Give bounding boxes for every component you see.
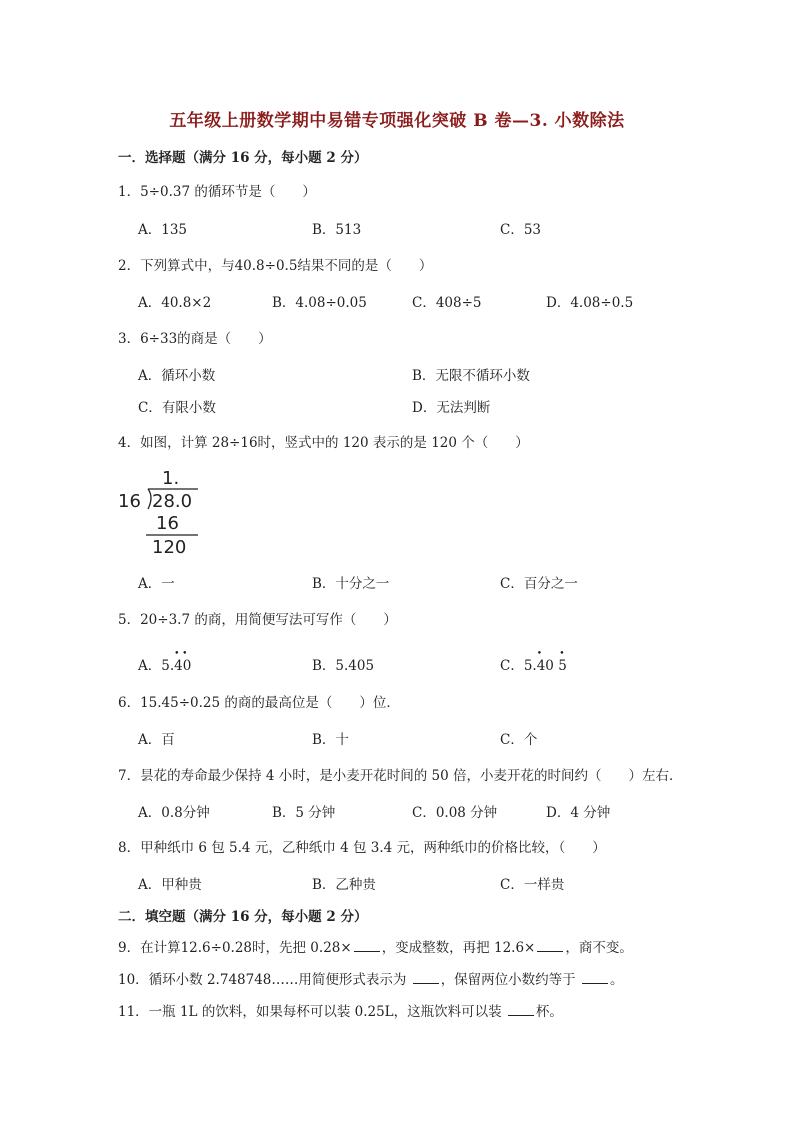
division-divisor: 16 — [118, 491, 141, 512]
question-2-option-c[interactable]: C．408÷5 — [412, 295, 482, 311]
division-remainder: 120 — [152, 537, 187, 558]
question-5-option-a[interactable] — [138, 649, 192, 674]
division-dividend: 28.0 — [152, 491, 193, 512]
question-1-option-c[interactable]: C．53 — [500, 222, 542, 238]
question-6-stem: 6．15.45÷0.25 的商的最高位是（ ）位． — [118, 695, 400, 711]
question-7-stem: 7．昙花的寿命最少保持 4 小时，是小麦开花时间的 50 倍，小麦开花的时间约（ ）左右． — [118, 768, 683, 784]
question-3-option-b[interactable]: B．无限不循环小数 — [412, 368, 530, 384]
option-c-repeating-digits: • 40 — [536, 649, 554, 674]
question-3-option-a[interactable]: A．循环小数 — [138, 368, 216, 384]
option-c-prefix: C．5. — [500, 658, 537, 674]
question-6-option-c[interactable]: C．个 — [500, 732, 538, 748]
question-1-option-b[interactable]: B．513 — [312, 222, 362, 238]
question-11: 11．一瓶 1L 的饮料，如果每杯可以装 0.25L，这瓶饮料可以装 杯。 — [118, 1004, 563, 1020]
question-3-option-c[interactable]: C．有限小数 — [138, 400, 216, 416]
question-8-option-b[interactable]: B．乙种贵 — [312, 877, 376, 893]
option-a-prefix: A．5. — [138, 658, 175, 674]
question-5-option-c[interactable] — [500, 649, 567, 674]
question-10: 10．循环小数 2.748748……用简便形式表示为 ，保留两位小数约等于 。 — [118, 972, 624, 988]
question-7-option-a[interactable]: A．0.8分钟 — [138, 805, 210, 821]
question-2-stem: 2．下列算式中，与40.8÷0.5结果不同的是（ ） — [118, 258, 433, 274]
option-a-repeating-digits: • • 40 — [174, 649, 192, 674]
question-4-option-b[interactable]: B．十分之一 — [312, 576, 390, 592]
question-4-stem: 4．如图，计算 28÷16时，竖式中的 120 表示的是 120 个（ ） — [118, 435, 529, 451]
answer-blank[interactable] — [582, 971, 608, 984]
question-2-option-a[interactable]: A．40.8×2 — [138, 295, 212, 311]
question-9: 9．在计算12.6÷0.28时，先把 0.28× ，变成整数，再把 12.6× ，商不变。 — [118, 940, 633, 956]
question-7-option-c[interactable]: C．0.08 分钟 — [412, 805, 498, 821]
answer-blank[interactable] — [413, 971, 439, 984]
answer-blank[interactable] — [537, 939, 563, 952]
question-6-option-b[interactable]: B．十 — [312, 732, 349, 748]
section-heading-choice: 一．选择题（满分 16 分，每小题 2 分） — [118, 150, 368, 166]
question-1-stem: 1．5÷0.37 的循环节是（ ） — [118, 184, 316, 200]
question-8-stem: 8．甲种纸巾 6 包 5.4 元，乙种纸巾 4 包 3.4 元，两种纸巾的价格比较，（ ） — [118, 840, 606, 856]
question-4-option-c[interactable]: C．百分之一 — [500, 576, 578, 592]
answer-blank[interactable] — [508, 1003, 534, 1016]
repeat-dot-icon: • — [174, 649, 180, 659]
question-5-option-b[interactable]: B．5.405 — [312, 658, 375, 674]
question-4-option-a[interactable]: A．一 — [138, 576, 175, 592]
question-3-option-d[interactable]: D．无法判断 — [412, 400, 491, 416]
question-2-option-b[interactable]: B．4.08÷0.05 — [272, 295, 367, 311]
question-8-option-a[interactable]: A．甲种贵 — [138, 877, 202, 893]
division-quotient: 1. — [162, 468, 180, 489]
repeat-dot-icon: • — [559, 649, 565, 659]
question-7-option-d[interactable]: D．4 分钟 — [546, 805, 611, 821]
question-7-option-b[interactable]: B．5 分钟 — [272, 805, 336, 821]
question-1-option-a[interactable]: A．135 — [138, 222, 188, 238]
division-product: 16 — [156, 513, 179, 534]
repeat-dot-icon: • — [536, 649, 543, 659]
answer-blank[interactable] — [354, 939, 380, 952]
option-c-tail: • 5 — [558, 649, 567, 674]
question-3-stem: 3．6÷33的商是（ ） — [118, 331, 272, 347]
page-title: 五年级上册数学期中易错专项强化突破 B 卷—3. 小数除法 — [169, 111, 625, 131]
question-5-stem: 5．20÷3.7 的商，用简便写法可写作（ ） — [118, 612, 397, 628]
section-heading-fill: 二．填空题（满分 16 分，每小题 2 分） — [118, 909, 368, 925]
repeat-dot-icon: • — [182, 649, 188, 659]
question-8-option-c[interactable]: C．一样贵 — [500, 877, 565, 893]
long-division-figure — [118, 465, 208, 560]
question-2-option-d[interactable]: D．4.08÷0.5 — [546, 295, 634, 311]
question-6-option-a[interactable]: A．百 — [138, 732, 175, 748]
